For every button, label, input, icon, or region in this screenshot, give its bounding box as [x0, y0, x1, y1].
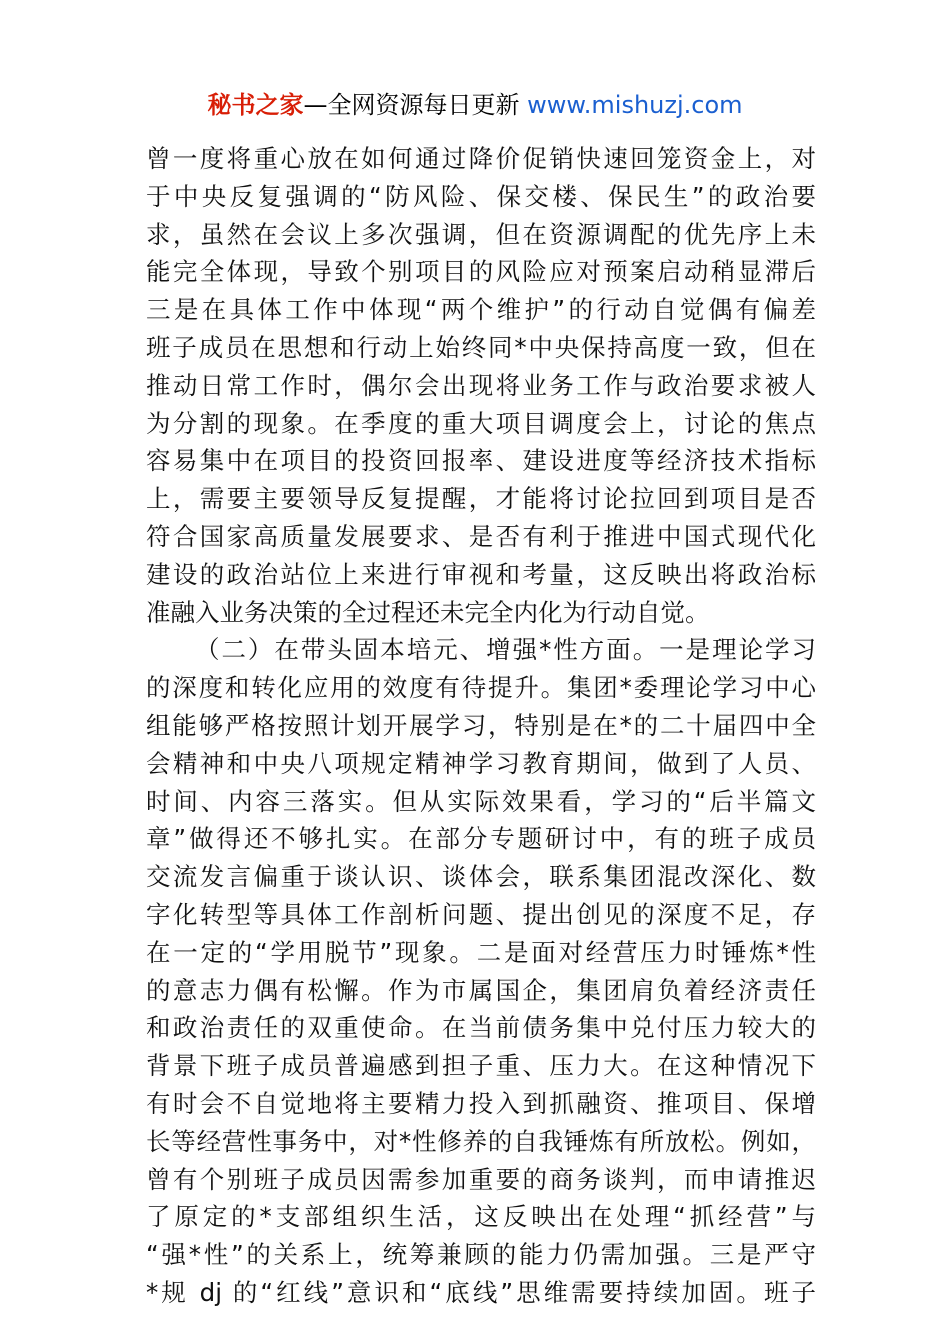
text-line: 曾一度将重心放在如何通过降价促销快速回笼资金上，对 — [146, 144, 816, 173]
text-line: 符合国家高质量发展要求、是否有利于推进中国式现代化 — [146, 521, 816, 551]
text-line: 组能够严格按照计划开展学习，特别是在*的二十届四中全 — [146, 710, 816, 740]
brand-name: 秘书之家 — [207, 91, 304, 119]
paragraph-end-line: 准融入业务决策的全过程还未完全内化为行动自觉。 — [146, 597, 710, 627]
text-line: “强*性”的关系上，统筹兼顾的能力仍需加强。三是严守 — [146, 1240, 816, 1270]
header-tagline: —全网资源每日更新 — [303, 91, 528, 119]
text-line: 的意志力偶有松懈。作为市属国企，集团肩负着经济责任 — [146, 975, 816, 1005]
text-line: 背景下班子成员普遍感到担子重、压力大。在这种情况下 — [146, 1051, 816, 1081]
text-line: 长等经营性事务中，对*性修养的自我锤炼有所放松。例如， — [146, 1126, 816, 1156]
text-line: 交流发言偏重于谈认识、谈体会，联系集团混改深化、数 — [146, 862, 816, 892]
document-header — [0, 88, 950, 122]
text-line: 有时会不自觉地将主要精力投入到抓融资、推项目、保增 — [146, 1088, 816, 1118]
section-heading-line: （二）在带头固本培元、增强*性方面。一是理论学习 — [195, 635, 816, 665]
website-link[interactable]: www.mishuzj.com — [527, 91, 743, 119]
text-line: 班子成员在思想和行动上始终同*中央保持高度一致，但在 — [146, 332, 816, 362]
text-line: 为分割的现象。在季度的重大项目调度会上，讨论的焦点 — [146, 408, 816, 438]
text-line: 求，虽然在会议上多次强调，但在资源调配的优先序上未 — [146, 219, 816, 249]
text-line: 推动日常工作时，偶尔会出现将业务工作与政治要求被人 — [146, 370, 816, 400]
text-line: 上，需要主要领导反复提醒，才能将讨论拉回到项目是否 — [146, 484, 816, 514]
text-line: 能完全体现，导致个别项目的风险应对预案启动稍显滞后 — [146, 257, 816, 287]
document-body — [146, 140, 816, 1312]
text-line: 在一定的“学用脱节”现象。二是面对经营压力时锤炼*性 — [146, 937, 816, 967]
text-line: 三是在具体工作中体现“两个维护”的行动自觉偶有偏差 — [146, 295, 816, 325]
text-line: 于中央反复强调的“防风险、保交楼、保民生”的政治要 — [146, 181, 816, 211]
text-line: 了原定的*支部组织生活，这反映出在处理“抓经营”与 — [146, 1202, 816, 1232]
text-line: *规 dj 的“红线”意识和“底线”思维需要持续加固。班子 — [146, 1277, 816, 1307]
text-line: 建设的政治站位上来进行审视和考量，这反映出将政治标 — [146, 559, 816, 589]
text-line: 曾有个别班子成员因需参加重要的商务谈判，而申请推迟 — [146, 1164, 816, 1194]
text-line: 会精神和中央八项规定精神学习教育期间，做到了人员、 — [146, 748, 816, 778]
text-line: 时间、内容三落实。但从实际效果看，学习的“后半篇文 — [146, 786, 816, 816]
text-line: 和政治责任的双重使命。在当前债务集中兑付压力较大的 — [146, 1013, 816, 1043]
text-line: 的深度和转化应用的效度有待提升。集团*委理论学习中心 — [146, 673, 816, 703]
text-line: 容易集中在项目的投资回报率、建设进度等经济技术指标 — [146, 446, 816, 476]
text-line: 字化转型等具体工作剖析问题、提出创见的深度不足，存 — [146, 899, 816, 929]
text-line: 章”做得还不够扎实。在部分专题研讨中，有的班子成员 — [146, 824, 816, 854]
